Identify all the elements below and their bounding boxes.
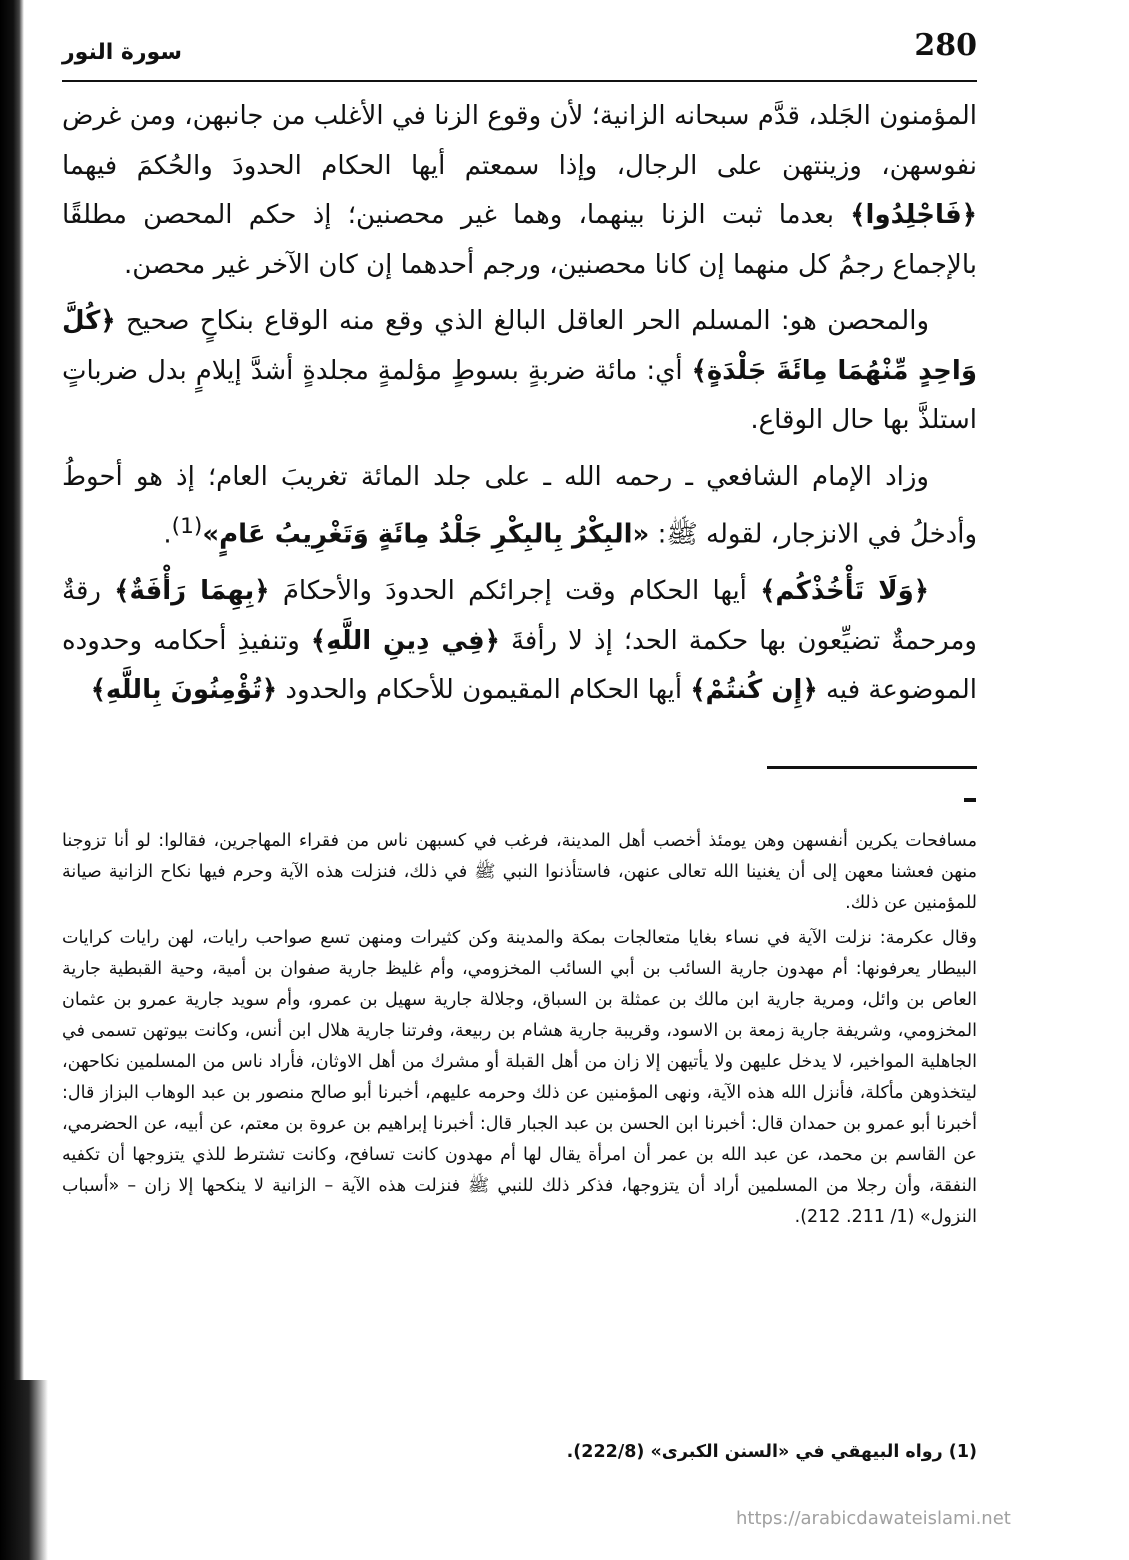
quran-verse: ﴿كُلَّ وَاحِدٍ مِّنْهُمَا مِائَةَ جَلْدَةٍ﴾ bbox=[62, 306, 977, 386]
page-number: 280 bbox=[914, 28, 977, 63]
scan-edge-shadow bbox=[0, 0, 24, 1560]
main-text bbox=[62, 92, 977, 723]
page-header bbox=[62, 28, 977, 78]
hadith-quote: «البِكْرُ بِالبِكْرِ جَلْدُ مِائَةٍ وَتَغْرِيبُ عَامٍ» bbox=[202, 519, 650, 550]
quran-verse: ﴿فَاجْلِدُوا﴾ bbox=[850, 200, 977, 230]
paragraph-3: وزاد الإمام الشافعي ـ رحمه الله ـ على جلد المائة تغريبَ العام؛ إذ هو أحوطُ وأدخلُ في الانزجار، لقوله ﷺ: «البِكْرُ بِالبِكْرِ جَلْدُ مِائَةٍ وَتَغْرِيبُ عَامٍ»$^{(1)}$. bbox=[62, 461, 977, 550]
quran-verse: ﴿فِي دِينِ اللَّهِ﴾ bbox=[310, 625, 500, 656]
quran-verse: ﴿تُؤْمِنُونَ بِاللَّهِ﴾ bbox=[90, 675, 278, 706]
footnote-1: (1) رواه البيهقي في «السنن الكبرى» (222/8). bbox=[566, 1442, 977, 1462]
footnote-ref: (1) bbox=[171, 514, 203, 539]
scan-edge-shadow-bottom bbox=[0, 1380, 48, 1560]
footnote-separator bbox=[767, 766, 977, 769]
quran-verse: ﴿بِهِمَا رَأْفَةٌ﴾ bbox=[114, 576, 270, 607]
footnote-continuation-1: مسافحات يكرين أنفسهن وهن يومئذ أخصب أهل المدينة، فرغب في كسبهن ناس من فقراء المهاجرين، فقالوا: لو أنا تزوجنا منهن فعشنا معهن إلى أن يغنينا الله تعالى عنهن، فاستأذنوا النبي ﷺ في ذلك، فنزلت هذه الآية وحرم فيها نكاح الزانية صيانة للمؤمنين عن ذلك. bbox=[62, 831, 977, 913]
paragraph-2: والمحصن هو: المسلم الحر العاقل البالغ الذي وقع منه الوقاع بنكاحٍ صحيح ﴿كُلَّ وَاحِدٍ مِّنْهُمَا مِائَةَ جَلْدَةٍ﴾ أي: مائة ضربةٍ بسوطٍ مؤلمةٍ مجلدةٍ أشدَّ إيلامٍ بدل ضرباتٍ استلذَّ بها حال الوقاع. bbox=[62, 306, 977, 435]
paragraph-1: المؤمنون الجَلد، قدَّم سبحانه الزانية؛ لأن وقوع الزنا في الأغلب من جانبهن، ومن غرض نفوسهن، وزينتهن على الرجال، وإذا سمعتم أيها الحكام الحدودَ والحُكمَ فيهما ﴿فَاجْلِدُوا﴾ بعدما ثبت الزنا بينهما، وهما غير محصنين؛ إذ حكم المحصن مطلقًا بالإجماع رجمُ كل منهما إن كانا محصنين، ورجم أحدهما إن كان الآخر غير محصن. bbox=[62, 101, 977, 280]
quran-verse: ﴿إِن كُنتُمْ﴾ bbox=[690, 675, 818, 706]
header-rule bbox=[62, 80, 977, 82]
footnotes bbox=[62, 826, 977, 1233]
surah-title: سورة النور bbox=[62, 40, 182, 65]
quran-verse: ﴿وَلَا تَأْخُذْكُم﴾ bbox=[760, 576, 930, 607]
continuation-dash bbox=[964, 798, 976, 802]
footnote-continuation-2: وقال عكرمة: نزلت الآية في نساء بغايا متعالجات بمكة والمدينة وكن كثيرات ومنهن تسع صواحب رايات، لهن رايات كرايات البيطار يعرفونها: أم مهدون جارية السائب بن أبي السائب المخزومي، وأم غليظ جارية صفوان بن أمية، وحية القبطية جارية العاص بن وائل، ومرية جارية ابن مالك بن عمثلة بن السباق، وجلالة جارية سهيل بن عمرو، وأم سويد جارية عمرو بن عثمان المخزومي، وشريفة جارية زمعة بن الاسود، وقريبة جارية هشام بن ربيعة، وفرتنا جارية هلال ابن أنس، وكانت بيوتهن تسمى في الجاهلية المواخير، لا يدخل عليهن ولا يأتيهن إلا زان من أهل القبلة أو مشرك من أهل الاوثان، فأراد ناس من المسلمين نكاحهن، ليتخذوهن مأكلة، فأنزل الله هذه الآية، ونهى المؤمنين عن ذلك وحرمه عليهم، أخبرنا أبو صالح منصور بن عبد الوهاب البزاز قال: أخبرنا أبو عمرو بن حمدان قال: أخبرنا ابن الحسن بن عبد الجبار قال: أخبرنا إبراهيم بن عروة بن معتم، عن أبيه، عن الحضرمي، عن القاسم بن محمد، عن عبد الله بن عمر أن امرأة يقال لها أم مهدون كانت تسافح، وكانت تشترط للذي يتزوجها أن تكفيه النفقة، وأن رجلا من المسلمين أراد أن يتزوجها، فذكر ذلك للنبي ﷺ فنزلت هذه الآية – الزانية لا ينكحها إلا زان – «أسباب النزول» (1/ 211. 212). bbox=[62, 928, 977, 1227]
watermark-url: https://arabicdawateislami.net bbox=[736, 1508, 1011, 1529]
paragraph-4: ﴿وَلَا تَأْخُذْكُم﴾ أيها الحكام وقت إجرائكم الحدودَ والأحكامَ ﴿بِهِمَا رَأْفَةٌ﴾ رقةٌ ومرحمةٌ تضيِّعون بها حكمة الحد؛ إذ لا رأفةَ ﴿فِي دِينِ اللَّهِ﴾ وتنفيذِ أحكامه وحدوده الموضوعة فيه ﴿إِن كُنتُمْ﴾ أيها الحكام المقيمون للأحكام والحدود ﴿تُؤْمِنُونَ بِاللَّهِ﴾ bbox=[62, 576, 977, 706]
